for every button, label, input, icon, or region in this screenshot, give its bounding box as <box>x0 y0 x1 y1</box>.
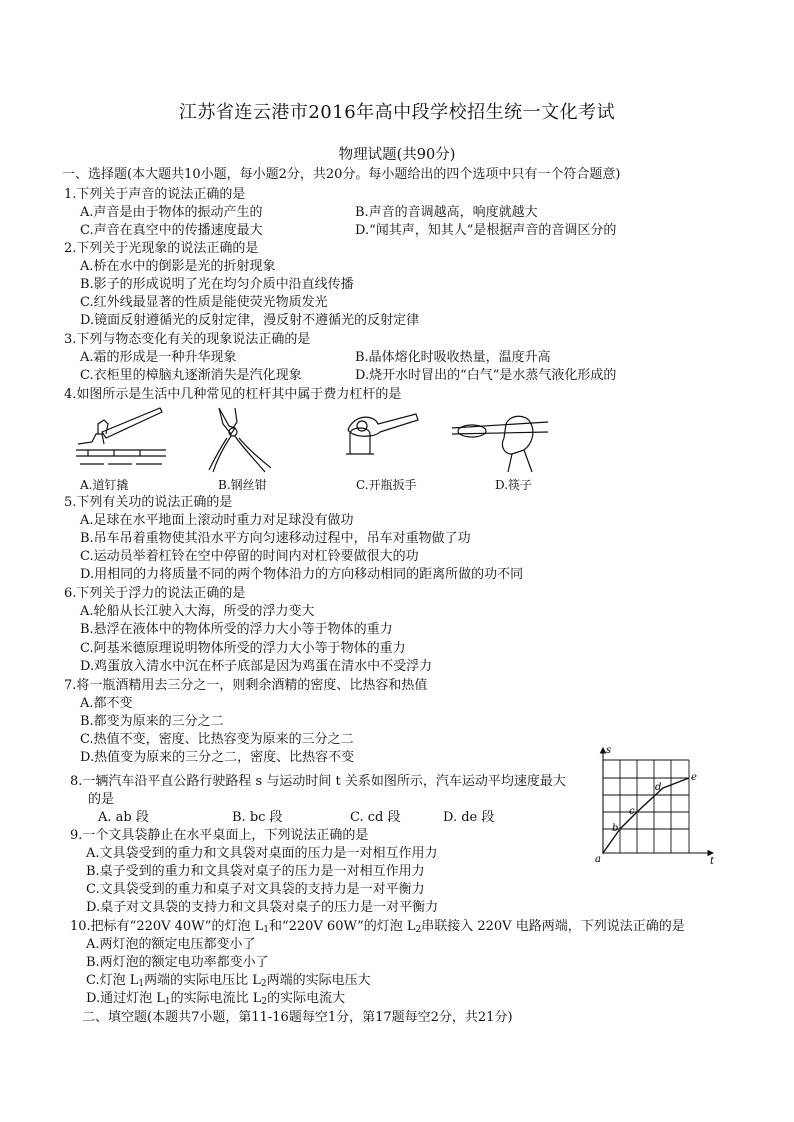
graph-label-e: e <box>691 772 697 783</box>
question-7-option-c: C.热值不变，密度、比热容变为原来的三分之二 <box>80 732 354 747</box>
question-6-option-c: C.阿基米德原理说明物体所受的浮力大小等于物体的重力 <box>80 641 406 656</box>
question-1-option-a: A.声音是由于物体的振动产生的 <box>80 205 263 220</box>
graph-label-c: c <box>629 806 635 817</box>
question-1-option-c: C.声音在真空中的传播速度最大 <box>80 223 263 238</box>
question-3-option-c: C.衣柜里的樟脑丸逐渐消失是汽化现象 <box>80 368 302 383</box>
lever-figure-pliers <box>205 404 275 476</box>
question-6-stem: 6.下列关于浮力的说法正确的是 <box>64 586 246 601</box>
question-2-stem: 2.下列关于光现象的说法正确的是 <box>64 241 259 256</box>
question-10-option-c: C.灯泡 $L_1$两端的实际电压比 $L_2$两端的实际电压大 <box>86 973 371 989</box>
question-7-stem: 7.将一瓶酒精用去三分之一，则剩余酒精的密度、比热容和热值 <box>64 678 428 693</box>
question-8-stem-cont: 的是 <box>88 792 115 807</box>
s-t-graph <box>585 740 725 870</box>
question-9-option-b: B.桌子受到的重力和文具袋对桌子的压力是一对相互作用力 <box>86 864 425 879</box>
section-2-heading: 二、填空题(本题共7小题，第11-16题每空1分，第17题每空2分，共21分) <box>82 1010 513 1025</box>
question-6-option-b: B.悬浮在液体中的物体所受的浮力大小等于物体的重力 <box>80 622 393 637</box>
question-6-option-d: D.鸡蛋放入清水中沉在杯子底部是因为鸡蛋在清水中不受浮力 <box>80 659 433 674</box>
question-3-option-d: D.烧开水时冒出的“白气”是水蒸气液化形成的 <box>355 368 617 383</box>
lever-label-c: C.开瓶扳手 <box>356 478 417 492</box>
question-8-stem: 8.一辆汽车沿平直公路行驶路程 s 与运动时间 t 关系如图所示，汽车运动平均速度最大 <box>70 774 566 789</box>
question-10-option-a: A.两灯泡的额定电压都变小了 <box>86 937 256 952</box>
question-7-option-b: B.都变为原来的三分之二 <box>80 714 224 729</box>
question-10-option-b: B.两灯泡的额定电功率都变小了 <box>86 955 269 970</box>
question-7-option-a: A.都不变 <box>80 696 133 711</box>
question-1-stem: 1.下列关于声音的说法正确的是 <box>64 187 246 202</box>
question-5-option-b: B.吊车吊着重物使其沿水平方向匀速移动过程中，吊车对重物做了功 <box>80 531 471 546</box>
lever-label-b: B.钢丝钳 <box>218 478 267 492</box>
question-8-option-c: C. cd 段 <box>350 810 401 825</box>
graph-label-t: t <box>710 856 715 867</box>
question-3-option-b: B.晶体熔化时吸收热量，温度升高 <box>355 350 551 365</box>
question-5-stem: 5.下列有关功的说法正确的是 <box>64 495 233 510</box>
graph-label-a: a <box>595 854 601 865</box>
section-1-heading: 一、选择题(本大题共10小题，每小题2分，共20分。每小题给出的四个选项中只有一个符合题意) <box>62 167 621 182</box>
exam-title: 江苏省连云港市2016年高中段学校招生统一文化考试 <box>178 102 616 123</box>
graph-label-s: s <box>606 745 612 756</box>
question-7-option-d: D.热值变为原来的三分之二，密度、比热容不变 <box>80 750 355 765</box>
lever-label-a: A.道钉撬 <box>80 478 129 492</box>
question-3-option-a: A.霜的形成是一种升华现象 <box>80 350 237 365</box>
question-8-option-a: A. ab 段 <box>98 810 149 825</box>
question-2-option-c: C.红外线最显著的性质是能使荧光物质发光 <box>80 295 328 310</box>
question-5-option-a: A.足球在水平地面上滚动时重力对足球没有做功 <box>80 513 354 528</box>
lever-figure-crowbar <box>74 404 169 474</box>
question-8-option-b: B. bc 段 <box>232 810 283 825</box>
question-1-option-b: B.声音的音调越高，响度就越大 <box>355 205 538 220</box>
question-10-stem: 10.把标有“220V 40W”的灯泡 $L_1$和“220V 60W”的灯泡 $L_2$串联接入 220V 电路两端，下列说法正确的是 <box>70 919 685 935</box>
graph-label-d: d <box>655 782 662 793</box>
question-3-stem: 3.下列与物态变化有关的现象说法正确的是 <box>64 332 311 347</box>
question-2-option-a: A.桥在水中的倒影是光的折射现象 <box>80 259 276 274</box>
paper-subtitle: 物理试题(共90分) <box>338 147 456 163</box>
lever-label-d: D.筷子 <box>495 478 533 492</box>
question-9-option-a: A.文具袋受到的重力和文具袋对桌面的压力是一对相互作用力 <box>86 846 438 861</box>
question-10-option-d: D.通过灯泡 $L_1$的实际电流比 $L_2$的实际电流大 <box>86 991 346 1007</box>
question-4-stem: 4.如图所示是生活中几种常见的杠杆其中属于费力杠杆的是 <box>64 387 402 402</box>
question-8-option-d: D. de 段 <box>443 810 495 825</box>
lever-figure-bottle-opener <box>340 404 420 474</box>
lever-figure-chopsticks <box>450 410 550 475</box>
question-2-option-b: B.影子的形成说明了光在均匀介质中沿直线传播 <box>80 277 354 292</box>
question-9-option-c: C.文具袋受到的重力和桌子对文具袋的支持力是一对平衡力 <box>86 882 425 897</box>
question-9-stem: 9.一个文具袋静止在水平桌面上，下列说法正确的是 <box>70 828 369 843</box>
question-9-option-d: D.桌子对文具袋的支持力和文具袋对桌子的压力是一对平衡力 <box>86 900 439 915</box>
question-5-option-d: D.用相同的力将质量不同的两个物体沿力的方向移动相同的距离所做的功不同 <box>80 567 524 582</box>
question-2-option-d: D.镜面反射遵循光的反射定律，漫反射不遵循光的反射定律 <box>80 313 420 328</box>
graph-label-b: b <box>612 823 619 834</box>
question-6-option-a: A.轮船从长江驶入大海，所受的浮力变大 <box>80 604 315 619</box>
question-1-option-d: D.“闻其声，知其人”是根据声音的音调区分的 <box>355 223 617 238</box>
question-5-option-c: C.运动员举着杠铃在空中停留的时间内对杠铃要做很大的功 <box>80 549 419 564</box>
